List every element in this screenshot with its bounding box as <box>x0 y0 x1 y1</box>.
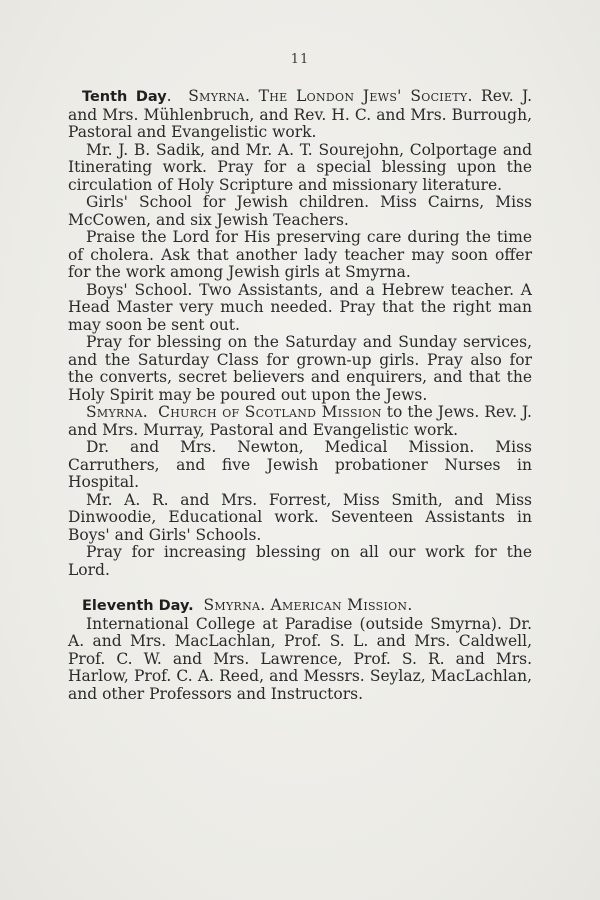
scotland-mission-details: to the Jews. Rev. J. and Mrs. Murray, Pastoral and Evangelistic work. <box>68 403 532 439</box>
international-college-paragraph: International College at Paradise (outside Smyrna). Dr. A. and Mrs. MacLachlan, Prof. S. L. and Mrs. Caldwell, Prof. C. W. and Mrs. Lawrence, Prof. S. R. and Mrs. Harlow, Prof. C. A. Reed, and Messrs. Seylaz, MacLachlan, and other Professors and Instructors. <box>68 614 532 703</box>
scotland-mission-paragraph <box>68 404 532 439</box>
medical-mission-paragraph: Dr. and Mrs. Newton, Medical Mission. Miss Carruthers, and five Jewish probationer Nurses in Hospital. <box>68 438 532 491</box>
tenth-day-intro: Rev. J. and Mrs. Mühlenbruch, and Rev. H. C. and Mrs. Burrough, Pastoral and Evangelistic work. <box>68 87 532 141</box>
services-paragraph: Pray for blessing on the Saturday and Sunday services, and the Saturday Class for grown-up girls. Pray also for the converts, secret believers and enquirers, and that the Holy Spirit may be poured out upon the Jews. <box>68 333 532 404</box>
girls-school-paragraph: Girls' School for Jewish children. Miss Cairns, Miss McCowen, and six Jewish Teachers. <box>68 193 532 229</box>
tenth-day-label: Tenth Day <box>82 89 167 105</box>
praise-paragraph: Praise the Lord for His preserving care during the time of cholera. Ask that another lady teacher may soon offer for the work among Jewish girls at Smyrna. <box>68 228 532 281</box>
eleventh-day-heading-paragraph <box>68 597 532 616</box>
page-number: 11 <box>290 52 310 67</box>
eleventh-day-place: Smyrna. <box>203 596 266 614</box>
tenth-day-heading-paragraph: Tenth Day. Smyrna. The London Jews' Society. Rev. J. and Mrs. Mühlenbruch, and Rev. H. C. and Mrs. Burrough, Pastoral and Evangelistic work. <box>68 87 532 141</box>
tenth-day-mission: The London Jews' Society. <box>258 87 473 105</box>
eleventh-day-label: Eleventh Day. <box>82 598 194 614</box>
eleventh-day-mission: American Mission. <box>270 596 413 614</box>
tenth-day-place: Smyrna. <box>188 87 251 105</box>
prayer-text <box>68 88 532 703</box>
boys-school-paragraph: Boys' School. Two Assistants, and a Hebrew teacher. A Head Master very much needed. Pray that the right man may soon be sent out. <box>68 280 532 334</box>
colportage-paragraph: Mr. J. B. Sadik, and Mr. A. T. Sourejohn, Colportage and Itinerating work. Pray for a special blessing upon the circulation of Holy Scripture and missionary literature. <box>68 140 532 194</box>
educational-work-paragraph: Mr. A. R. and Mrs. Forrest, Miss Smith, and Miss Dinwoodie, Educational work. Seventeen Assistants in Boys' and Girls' Schools. <box>68 490 532 544</box>
closing-prayer-paragraph: Pray for increasing blessing on all our work for the Lord. <box>68 543 532 579</box>
scotland-place: Smyrna. <box>86 403 149 421</box>
scotland-mission-name: Church of Scotland Mission <box>158 403 382 421</box>
